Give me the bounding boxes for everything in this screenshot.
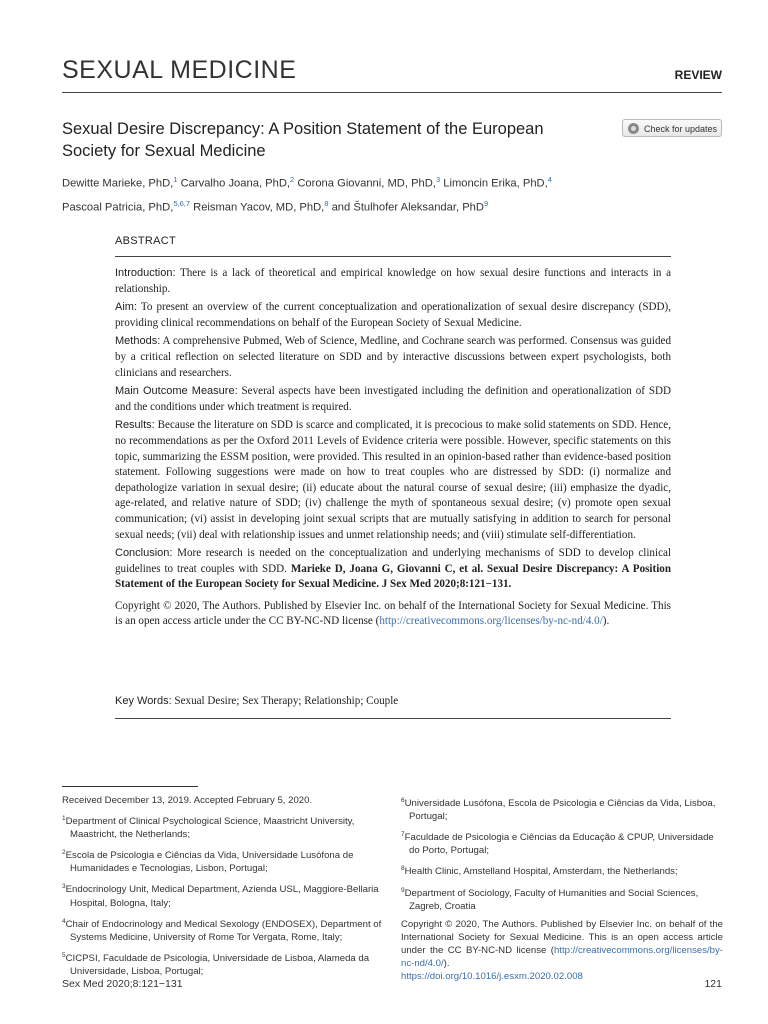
section-label: REVIEW (674, 68, 722, 82)
affiliation-number: 4 (62, 917, 66, 925)
abstract-copyright (115, 599, 671, 630)
author-name: Pascoal Patricia, PhD, (62, 201, 174, 214)
affiliation-text: Faculdade de Psicologia e Ciências da Educação & CPUP, Universidade do Porto, Portugal; (404, 832, 714, 857)
journal-title: SEXUAL MEDICINE (62, 56, 297, 84)
affiliation-text: Escola de Psicologia e Ciências da Vida, Universidade Lusófona de Humanidades e Tecnologias, Lisbon, Portugal; (65, 850, 354, 875)
affiliation-number: 8 (401, 865, 405, 873)
author-affiliation-ref[interactable]: 2 (290, 175, 295, 184)
section-text: To present an overview of the current conceptualization and operationalization of sexual desire discrepancy (SDD), providing clinical recommendations on behalf of the European Society of Sexual Medicine. (115, 301, 671, 329)
author-affiliation-ref[interactable]: 1 (173, 175, 178, 184)
check-updates-button[interactable] (622, 119, 722, 137)
affiliation-text: Universidade Lusófona, Escola de Psicologia e Ciências da Vida, Lisboa, Portugal; (404, 798, 716, 823)
author-affiliation-ref[interactable]: 4 (547, 175, 552, 184)
author-affiliation-ref[interactable]: 8 (324, 198, 329, 208)
footnotes-left (62, 794, 384, 983)
abstract-results (115, 418, 671, 543)
affiliation (401, 828, 723, 857)
section-label: Introduction: (115, 267, 176, 279)
section-label: Results: (115, 419, 155, 432)
abstract-introduction (115, 266, 671, 297)
affiliation-number: 3 (62, 883, 66, 891)
affiliation-number: 6 (401, 797, 405, 804)
doi-link[interactable]: https://doi.org/10.1016/j.esxm.2020.02.008 (401, 970, 583, 982)
citation: Marieke D, Joana G, Giovanni C, et al. Sexual Desire Discrepancy: A Position Statement of the European Society for Sexual Medicine. J Sex Med 2020;8:121−131. (115, 562, 672, 591)
author-name: Carvalho Joana, PhD, (180, 177, 291, 190)
section-text: Because the literature on SDD is scarce and complicated, it is precocious to make solid statements on SDD. Hence, no recommendations as per the Oxford 2011 Levels of Evidence criteria were possible. However, specific statements on this topic, summarizing the ESSM position, were provided. This resulted in an opinion-based rather than evidence-based position statement. Following suggestions were made on how to treat couples who are distressed by SDD: (i) normalize and depathologize variation in sexual desire; (ii) educate about the natural course of sexual desire; (iii) emphasize the dyadic, age-related, and relative nature of SDD; (iv) challenge the myth of spontaneous sexual desire; (v) promote open sexual communication; (vi) assist in developing joint sexual scripts that are mutually satisfying in addition to search for personal sexual needs; (vii) deal with relationship issues and unmet relationship needs; and (viii) stimulate self-differentiation. (115, 419, 671, 541)
article-title: Sexual Desire Discrepancy: A Position Statement of the European Society for Sexual Medicine (62, 120, 544, 160)
affiliation-text: Department of Clinical Psychological Science, Maastricht University, Maastricht, the Netherlands; (65, 816, 355, 841)
affiliation-number: 5 (62, 951, 66, 959)
author-affiliation-ref[interactable]: 3 (435, 175, 441, 184)
check-updates-label: Check for updates (644, 124, 718, 134)
affiliation-text: Health Clinic, Amstelland Hospital, Amsterdam, the Netherlands; (404, 866, 678, 878)
affiliation-text: Chair of Endocrinology and Medical Sexology (ENDOSEX), Department of Systems Medicine, University of Rome Tor Vergata, Rome, Italy; (65, 918, 382, 943)
page-number: 121 (704, 978, 722, 990)
footnotes-right (401, 794, 723, 988)
affiliation (62, 880, 384, 909)
license-link[interactable]: http://creativecommons.org/licenses/by-nc-nd/4.0/ (401, 944, 723, 969)
author-name: Limoncin Erika, PhD, (443, 177, 548, 190)
author-name: and Štulhofer Aleksandar, PhD (331, 201, 484, 214)
section-text: Several aspects have been investigated including the definition and operationalization of SDD and the conditions under which treatment is required. (115, 385, 672, 413)
keywords (115, 695, 671, 707)
affiliation-number: 2 (62, 849, 66, 857)
affiliation (401, 884, 723, 913)
abstract-conclusion (115, 546, 671, 593)
abstract-heading: ABSTRACT (115, 235, 177, 247)
affiliation-text: Department of Sociology, Faculty of Humanities and Social Sciences, Zagreb, Croatia (404, 887, 699, 912)
affiliation-text: CICPSI, Faculdade de Psicologia, Universidade de Lisboa, Alameda da Universidade, Lisboa, Portugal; (65, 952, 370, 977)
check-updates-icon (628, 123, 639, 134)
section-text: There is a lack of theoretical and empirical knowledge on how sexual desire functions and interacts in a relationship. (115, 267, 671, 295)
received-date: Received December 13, 2019. Accepted February 5, 2020. (62, 795, 313, 806)
section-text: A comprehensive Pubmed, Web of Science, Medline, and Cochrane search was performed. Consensus was guided by a critical reflection on selected literature on SDD and by interactive discussions between expert psychologists, both clinicians and researchers. (115, 335, 671, 379)
section-label: Main Outcome Measure: (115, 385, 238, 398)
section-text: More research is needed on the conceptualization and underlying mechanisms of SDD to develop clinical guidelines to treat couples with SDD. (115, 547, 671, 575)
affiliation-number: 7 (401, 831, 405, 839)
abstract-bottom-divider (115, 718, 671, 719)
abstract-body (115, 266, 671, 633)
footnote-copyright (401, 918, 723, 983)
abstract-aim (115, 300, 671, 331)
abstract-main-outcome (115, 384, 671, 415)
copyright-text: Copyright © 2020, The Authors. Published by Elsevier Inc. on behalf of the International Society for Sexual Medicine. This is an open access article under the CC BY-NC-ND license ( (115, 599, 671, 628)
section-label: Methods: (115, 335, 161, 348)
copyright-text-end: ). (443, 957, 450, 969)
affiliation (401, 862, 723, 878)
affiliation (62, 949, 384, 978)
abstract-top-divider (115, 256, 671, 257)
abstract-methods (115, 334, 671, 381)
author-name: Reisman Yacov, MD, PhD, (193, 201, 325, 214)
header-divider (62, 92, 722, 93)
footer-citation: Sex Med 2020;8:121−131 (62, 978, 183, 990)
copyright-text: Copyright © 2020, The Authors. Published by Elsevier Inc. on behalf of the International Society for Sexual Medicine. This is an open access article under the CC BY-NC-ND license ( (401, 918, 723, 956)
license-link[interactable]: http://creativecommons.org/licenses/by-nc-nd/4.0/ (379, 615, 603, 628)
affiliation-number: 9 (401, 886, 405, 894)
keywords-label: Key Words: (115, 695, 172, 707)
affiliation-text: Endocrinology Unit, Medical Department, Azienda USL, Maggiore-Bellaria Hospital, Bologna, Italy; (65, 884, 379, 909)
affiliation (62, 812, 384, 841)
author-name: Corona Giovanni, MD, PhD, (297, 177, 436, 190)
footnote-divider (62, 786, 198, 787)
keywords-text: Sexual Desire; Sex Therapy; Relationship; Couple (171, 695, 399, 707)
author-list (62, 170, 702, 217)
affiliation (62, 915, 384, 944)
author-name: Dewitte Marieke, PhD, (62, 177, 174, 190)
copyright-text-end: ). (602, 615, 610, 628)
author-affiliation-ref[interactable]: 9 (483, 198, 489, 208)
affiliation (401, 794, 723, 823)
section-label: Aim: (115, 301, 137, 314)
author-affiliation-ref[interactable]: 5,6,7 (173, 198, 190, 208)
affiliation-number: 1 (62, 815, 66, 822)
affiliation (62, 846, 384, 875)
section-label: Conclusion: (115, 547, 173, 560)
